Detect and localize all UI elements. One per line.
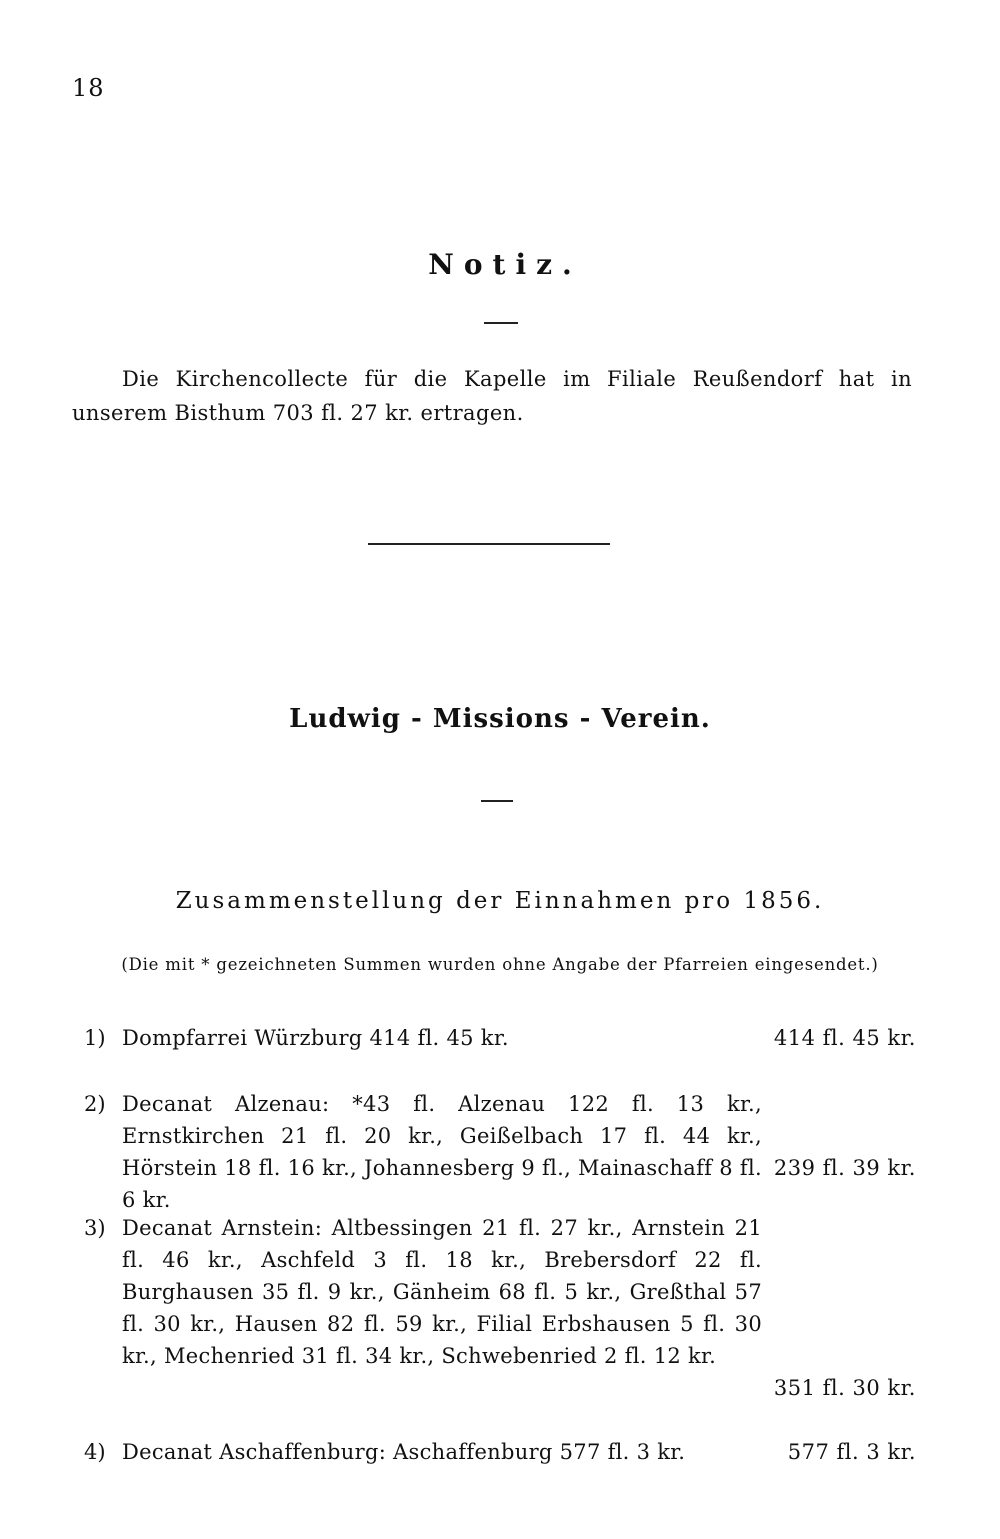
entry-text: Decanat Alzenau: *43 fl. Alzenau 122 fl. 13 kr., Ernstkirchen 21 fl. 20 kr., Geißelbach 17 fl. 44 kr., Hörstein 18 fl. 16 kr., Johannesberg 9 fl., Mainaschaff 8 fl. 6 kr. [122,1092,762,1212]
summary-note: (Die mit * gezeichneten Summen wurden ohne Angabe der Pfarreien eingesendet.) [121,955,879,974]
section-divider [368,543,610,545]
entry-2 [84,1088,916,1212]
entry-sum: 351 fl. 30 kr. [773,1376,916,1400]
verein-heading: Ludwig - Missions - Verein. [289,704,711,734]
entry-number: 1) [84,1026,106,1050]
verein-heading-rule [481,800,513,802]
notiz-paragraph: Die Kirchencollecte für die Kapelle im Filiale Reußendorf hat in unserem Bisthum 703 fl. 27 kr. ertragen. [72,367,912,425]
entry-3 [84,1212,916,1408]
entry-1 [84,1022,916,1056]
notiz-heading-rule [484,322,518,324]
entry-4 [84,1436,916,1470]
notiz-heading: Notiz. [428,248,582,281]
summary-title: Zusammenstellung der Einnahmen pro 1856. [175,888,825,914]
entry-text: Dompfarrei Würzburg 414 fl. 45 kr. [122,1026,509,1050]
entry-sum: 239 fl. 39 kr. [773,1156,916,1180]
entry-number: 4) [84,1440,106,1464]
entry-sum: 577 fl. 3 kr. [787,1440,916,1464]
entry-text: Decanat Arnstein: Altbessingen 21 fl. 27 kr., Arnstein 21 fl. 46 kr., Aschfeld 3 fl. 18 kr., Brebersdorf 22 fl. Burghausen 35 fl. 9 kr., Gänheim 68 fl. 5 kr., Greßthal 57 fl. 30 kr., Hausen 82 fl. 59 kr., Filial Erbshausen 5 fl. 30 kr., Mechenried 31 fl. 34 kr., Schwebenried 2 fl. 12 kr. [122,1216,762,1368]
entry-number: 2) [84,1092,106,1116]
entry-sum: 414 fl. 45 kr. [773,1026,916,1050]
entry-number: 3) [84,1216,106,1240]
entry-text: Decanat Aschaffenburg: Aschaffenburg 577 fl. 3 kr. [122,1440,686,1464]
page-number: 18 [72,74,105,102]
